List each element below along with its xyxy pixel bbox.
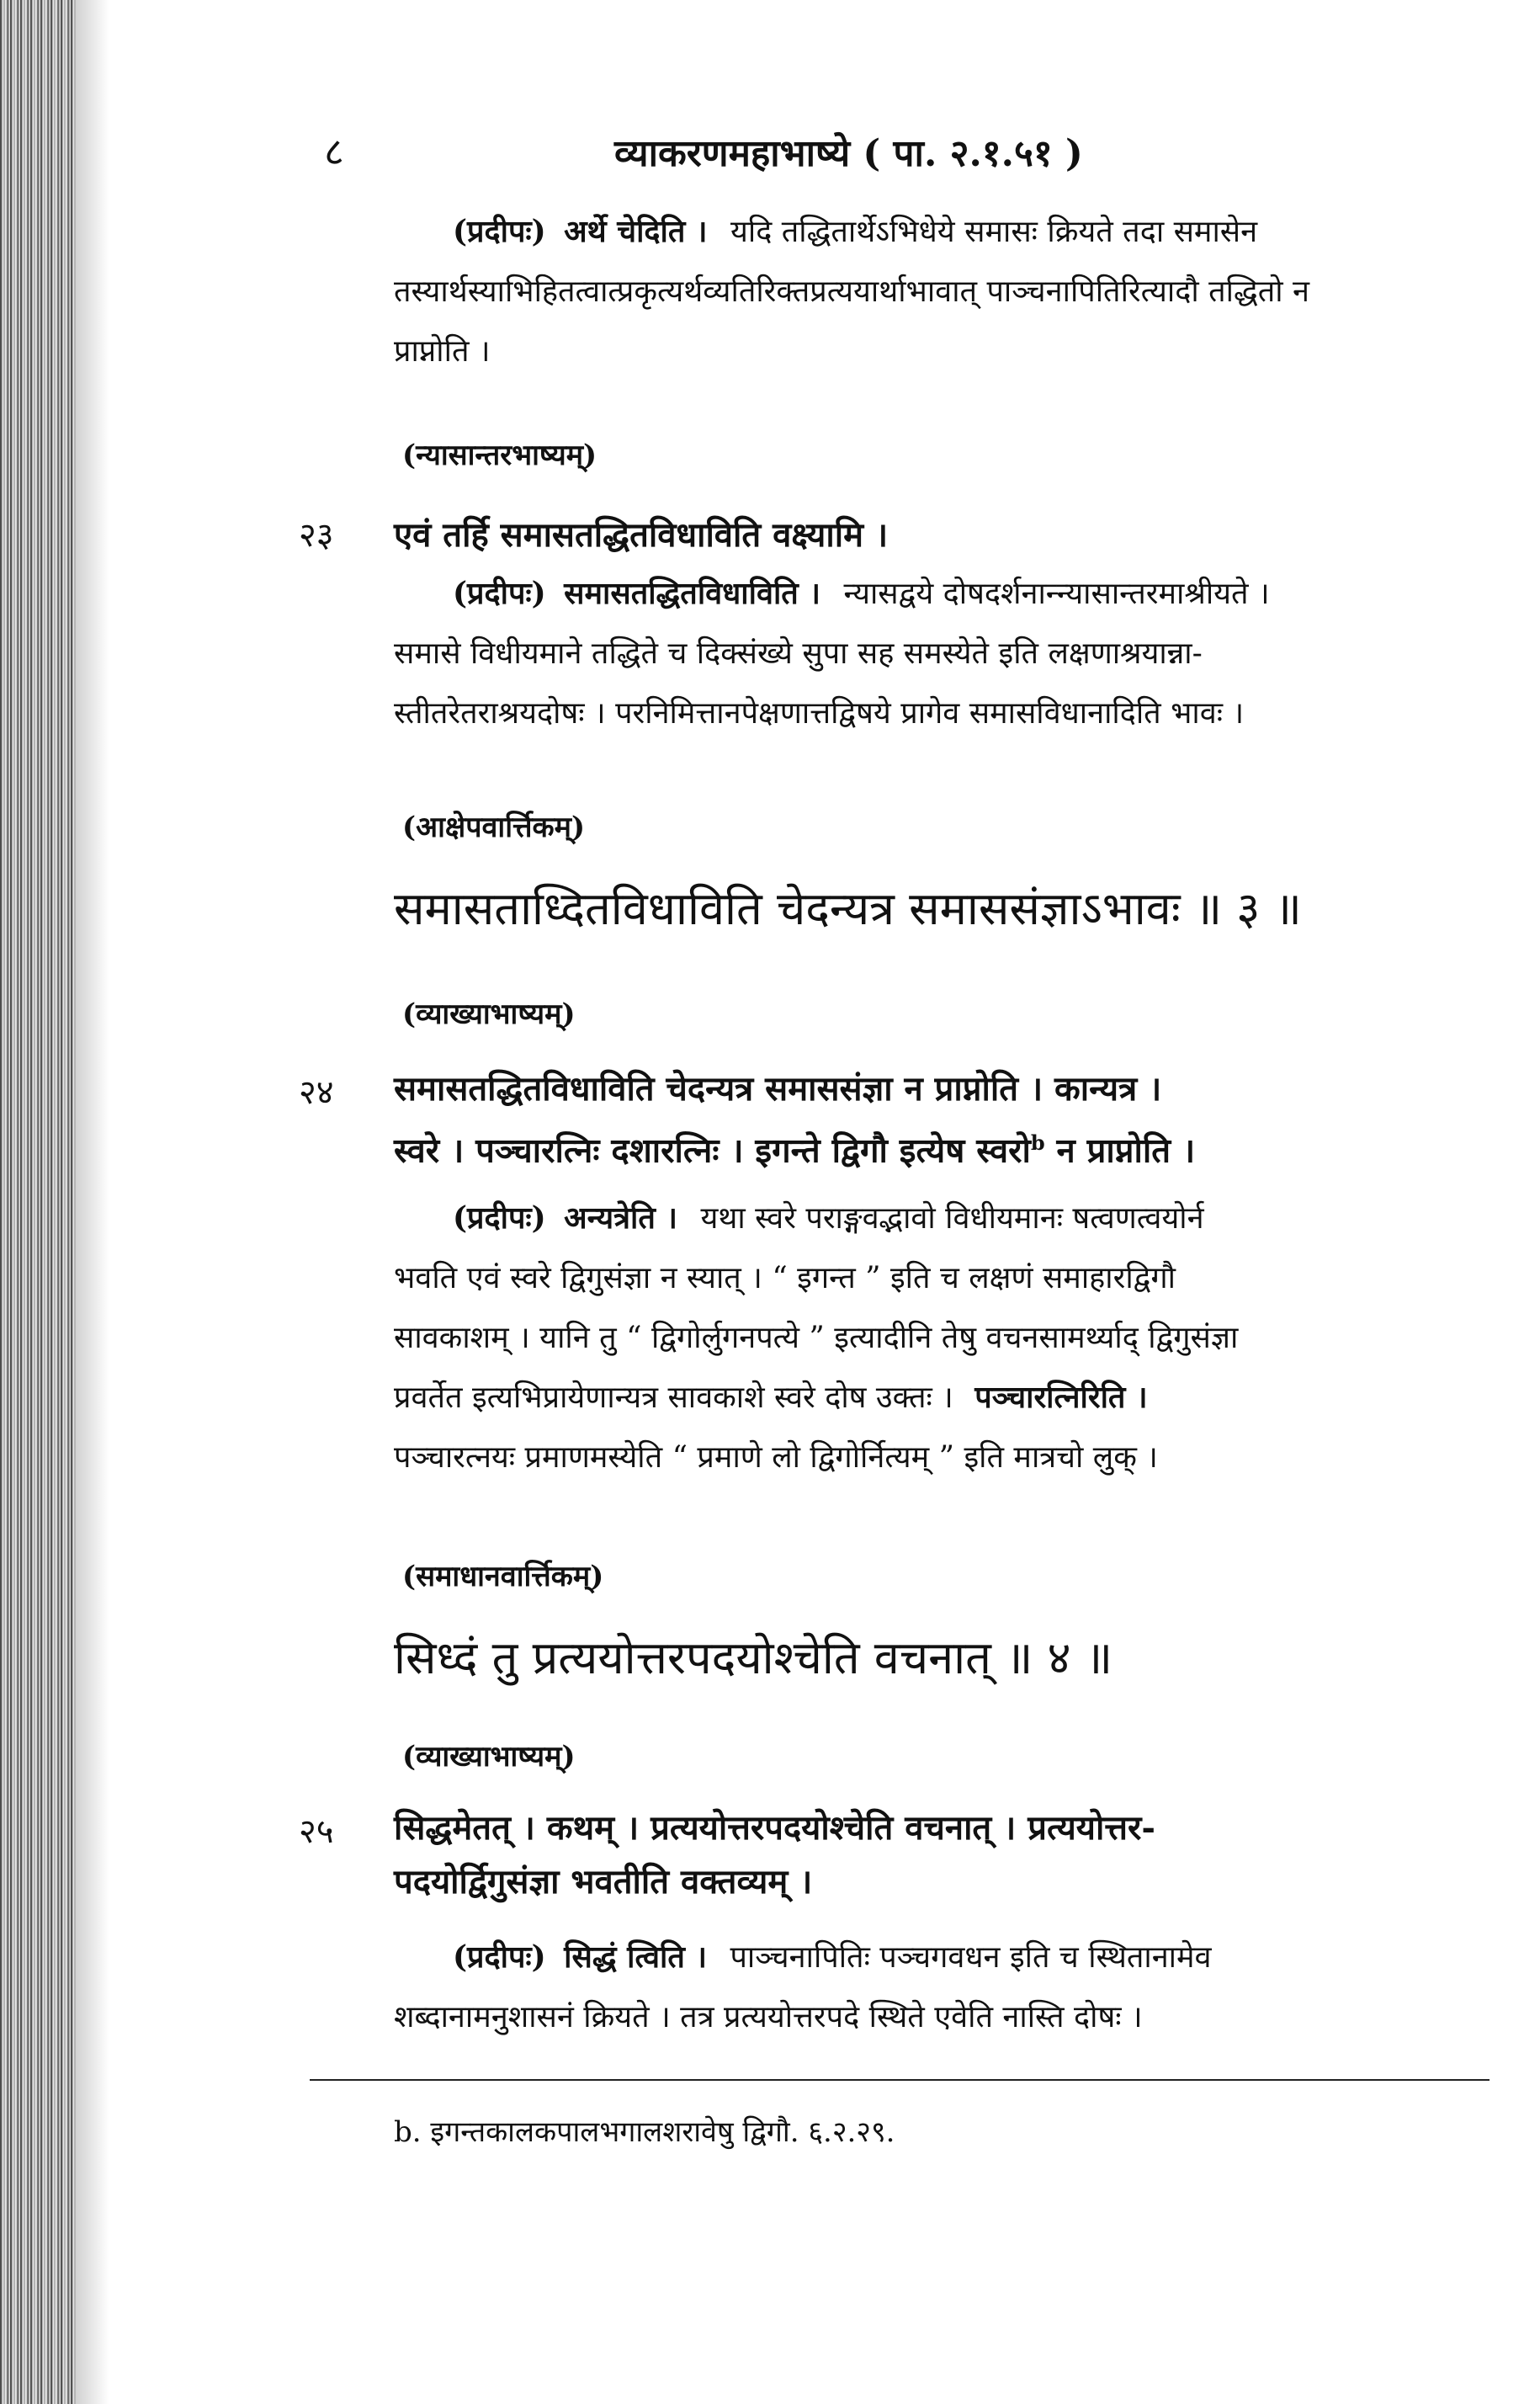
pradipa-keyword: समासतद्धितविधाविति । xyxy=(564,576,820,611)
page-number: ८ xyxy=(324,129,344,174)
footnote-divider xyxy=(310,2079,1490,2081)
section-label-samadhana: (समाधानवार्त्तिकम्) xyxy=(402,1560,604,1593)
text-line: पाञ्चनापितिः पञ्चगवधन इति च स्थितानामेव xyxy=(730,1940,1212,1975)
text-line: प्राप्नोति । xyxy=(394,334,491,369)
text-line: समासे विधीयमाने तद्धिते च दिक्संख्ये सुपा सह समस्येते इति लक्षणाश्रयान्ना- xyxy=(394,636,1203,671)
bhashya-line: स्वरे । पञ्चारत्निः दशारत्निः । इगन्ते द्विगौ इत्येष स्वरो xyxy=(394,1130,1031,1171)
text-line: तस्यार्थस्याभिहितत्वात्प्रकृत्यर्थव्यतिरिक्तप्रत्ययार्थाभावात् पाञ्चनापितिरित्यादौ तद्धितो न xyxy=(394,274,1310,309)
section-label-vyakhya-2: (व्याख्याभाष्यम्) xyxy=(402,1740,576,1774)
text-line: स्तीतरेतराश्रयदोषः । परनिमित्तानपेक्षणात्तद्विषये प्रागेव समासविधानादिति भावः । xyxy=(394,696,1245,731)
pradipa-paragraph-24 xyxy=(394,1189,1496,1487)
bhashya-line-end: न प्राप्नोति । xyxy=(1044,1130,1196,1171)
bhashya-23: एवं तर्हि समासतद्धितविधाविति वक्ष्यामि । xyxy=(394,515,889,555)
section-label-akshepa: (आक्षेपवार्त्तिकम्) xyxy=(402,811,586,844)
vartika-3: समासताध्दितविधाविति चेदन्यत्र समाससंज्ञाऽभावः ॥ ३ ॥ xyxy=(394,882,1302,935)
pradipa-keyword: अन्यत्रेति । xyxy=(564,1200,678,1236)
text-line: सावकाशम् । यानि तु “ द्विगोर्लुगनपत्ये ” इत्यादीनि तेषु वचनसामर्थ्याद् द्विगुसंज्ञा xyxy=(394,1321,1239,1355)
footnote: b. इगन्तकालकपालभगालशरावेषु द्विगौ. ६.२.२९. xyxy=(394,2115,895,2149)
text-line: शब्दानामनुशासनं क्रियते । तत्र प्रत्ययोत्तरपदे स्थिते एवेति नास्ति दोषः । xyxy=(394,2000,1143,2034)
text-line: भवति एवं स्वरे द्विगुसंज्ञा न स्यात् । “ इगन्त ” इति च लक्षणं समाहारद्विगौ xyxy=(394,1261,1176,1295)
pradipa-label: (प्रदीपः) xyxy=(453,214,546,249)
text-line: यथा स्वरे पराङ्गवद्भावो विधीयमानः षत्वणत्वयोर्न xyxy=(700,1201,1204,1236)
pradipa-paragraph-1 xyxy=(394,202,1496,381)
bhashya-line: समासतद्धितविधाविति चेदन्यत्र समाससंज्ञा न प्राप्नोति । कान्यत्र । xyxy=(394,1069,1162,1109)
pradipa-label: (प्रदीपः) xyxy=(453,576,546,611)
pradipa-keyword: सिद्धं त्विति । xyxy=(564,1939,708,1975)
pradipa-label: (प्रदीपः) xyxy=(453,1939,546,1975)
pradipa-keyword: अर्थे चेदिति । xyxy=(564,214,708,249)
pradipa-paragraph-25 xyxy=(394,1928,1496,2047)
section-label-nyasantara: (न्यासान्तरभाष्यम्) xyxy=(402,439,597,472)
vartika-4: सिध्दं तु प्रत्ययोत्तरपदयोश्चेति वचनात् ॥ ४ ॥ xyxy=(394,1631,1113,1684)
pradipa-keyword: पञ्चारत्निरिति । xyxy=(974,1380,1148,1415)
paragraph-number-24: २४ xyxy=(299,1073,334,1112)
running-head: व्याकरणमहाभाष्ये ( पा. २.१.५१ ) xyxy=(614,132,1083,175)
bhashya-line: पदयोर्द्विगुसंज्ञा भवतीति वक्तव्यम् । xyxy=(394,1862,813,1901)
text-line: पञ्चारत्नयः प्रमाणमस्येति “ प्रमाणे लो द्विगोर्नित्यम् ” इति मात्रचो लुक् । xyxy=(394,1440,1158,1475)
bhashya-line: सिद्धमेतत् । कथम् । प्रत्ययोत्तरपदयोश्चेति वचनात् । प्रत्ययोत्तर- xyxy=(394,1808,1155,1848)
paragraph-number-23: २३ xyxy=(299,516,334,555)
text-line: यदि तद्धितार्थेऽभिधेये समासः क्रियते तदा समासेन xyxy=(730,215,1258,249)
paragraph-number-25: २५ xyxy=(299,1812,334,1851)
section-label-vyakhya-1: (व्याख्याभाष्यम्) xyxy=(402,997,576,1031)
bhashya-25 xyxy=(394,1801,1496,1909)
text-line: न्यासद्वये दोषदर्शनान्न्यासान्तरमाश्रीयते । xyxy=(843,577,1270,611)
pradipa-paragraph-23 xyxy=(394,564,1496,743)
text-line: प्रवर्तेत इत्यभिप्रायेणान्यत्र सावकाशे स्वरे दोष उक्तः । xyxy=(394,1380,953,1415)
bhashya-24 xyxy=(394,1062,1496,1178)
pradipa-label: (प्रदीपः) xyxy=(453,1200,546,1236)
footnote-mark: b xyxy=(1030,1130,1045,1155)
